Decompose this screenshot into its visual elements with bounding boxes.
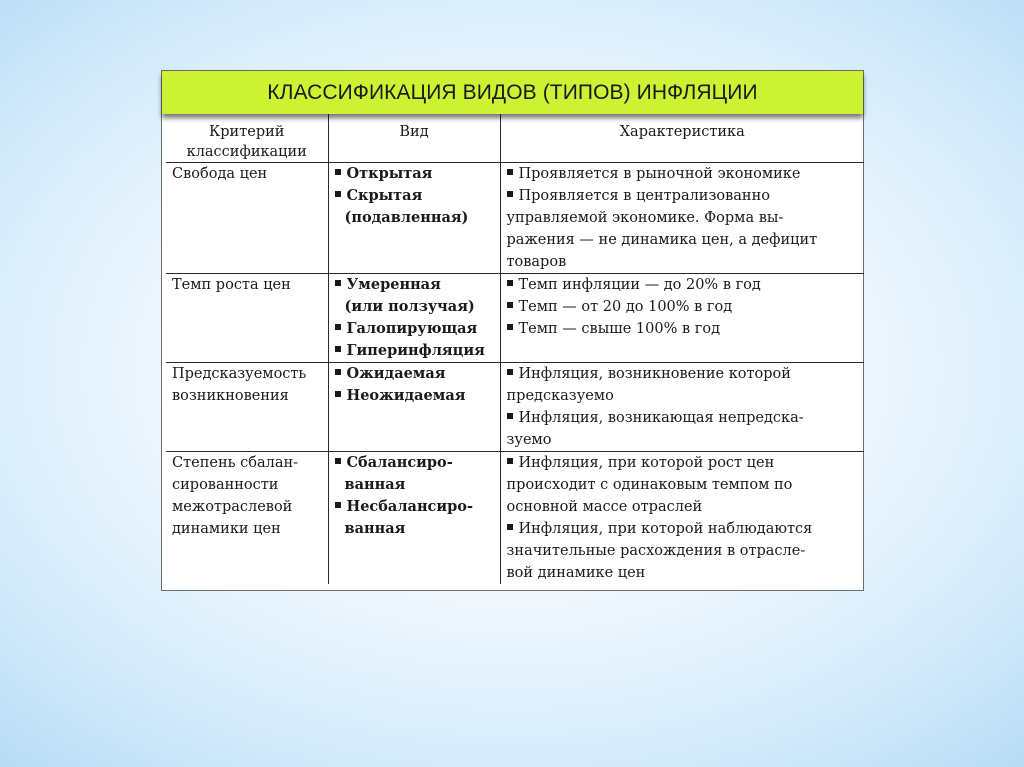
type-text: Умеренная <box>346 276 441 293</box>
type-line <box>335 207 494 229</box>
characteristic-text: основной массе отраслей <box>506 499 703 515</box>
characteristic-text: Темп — от 20 до 100% в год <box>518 299 733 315</box>
characteristic-line <box>507 429 859 451</box>
characteristic-line <box>507 496 859 518</box>
header-type <box>328 114 500 163</box>
characteristic-line <box>507 318 859 340</box>
characteristic-text: управляемой экономике. Форма вы- <box>506 210 784 226</box>
characteristic-text: Инфляция, при которой наблюдаются <box>518 521 813 537</box>
table-row <box>166 452 864 585</box>
criterion-text: возникновения <box>172 388 289 404</box>
type-line <box>335 185 494 207</box>
bullet-icon <box>335 391 341 397</box>
bullet-icon <box>335 324 341 330</box>
criterion-cell <box>166 452 328 585</box>
characteristic-text: товаров <box>506 254 567 270</box>
characteristic-cell <box>500 163 864 274</box>
characteristic-line <box>507 474 859 496</box>
characteristic-line <box>507 274 859 296</box>
characteristic-text: Темп инфляции — до 20% в год <box>518 277 761 293</box>
characteristic-text: значительные расхождения в отрасле- <box>506 543 806 559</box>
header-criterion-line: Критерий <box>209 124 285 140</box>
criterion-cell <box>166 363 328 452</box>
type-text: Неожидаемая <box>346 387 466 404</box>
criterion-text: Степень сбалан- <box>172 455 299 471</box>
table-row <box>166 163 864 274</box>
characteristic-line <box>507 385 859 407</box>
inflation-classification-table <box>166 114 864 584</box>
header-characteristic <box>500 114 864 163</box>
slide-title: КЛАССИФИКАЦИЯ ВИДОВ (ТИПОВ) ИНФЛЯЦИИ <box>267 80 758 104</box>
bullet-icon <box>335 458 341 464</box>
characteristic-text: Инфляция, при которой рост цен <box>518 455 775 471</box>
type-text: (или ползучая) <box>344 298 475 315</box>
characteristic-text: предсказуемо <box>506 388 614 404</box>
type-text: Галопирующая <box>346 320 478 337</box>
type-text: ванная <box>344 476 406 493</box>
criterion-text: Свобода цен <box>172 166 268 182</box>
type-cell <box>328 274 500 363</box>
characteristic-line <box>507 540 859 562</box>
characteristic-line <box>507 452 859 474</box>
type-line <box>335 452 494 474</box>
bullet-icon <box>335 280 341 286</box>
type-line <box>335 385 494 407</box>
type-line <box>335 496 494 518</box>
type-text: Гиперинфляция <box>346 342 485 359</box>
bullet-icon <box>335 369 341 375</box>
header-characteristic-label: Характеристика <box>619 124 745 140</box>
bullet-icon <box>507 524 513 530</box>
characteristic-line <box>507 518 859 540</box>
type-text: Несбалансиро- <box>346 498 473 515</box>
type-line <box>335 274 494 296</box>
type-line <box>335 518 494 540</box>
header-criterion <box>166 114 328 163</box>
bullet-icon <box>507 413 513 419</box>
type-text: ванная <box>344 520 406 537</box>
slide <box>161 70 864 591</box>
type-line <box>335 296 494 318</box>
criterion-cell <box>166 163 328 274</box>
characteristic-text: Темп — свыше 100% в год <box>518 321 720 337</box>
type-text: Открытая <box>346 165 433 182</box>
bullet-icon <box>507 280 513 286</box>
type-line <box>335 318 494 340</box>
characteristic-text: Проявляется в централизованно <box>518 188 770 204</box>
criterion-text: динамики цен <box>172 521 281 537</box>
characteristic-text: зуемо <box>506 432 552 448</box>
characteristic-cell <box>500 274 864 363</box>
characteristic-line <box>507 363 859 385</box>
bullet-icon <box>335 502 341 508</box>
table-row <box>166 274 864 363</box>
characteristic-line <box>507 296 859 318</box>
criterion-text: Темп роста цен <box>172 277 291 293</box>
characteristic-text: вой динамике цен <box>506 565 646 581</box>
type-text: Скрытая <box>346 187 423 204</box>
type-text: (подавленная) <box>344 209 469 226</box>
characteristic-text: Инфляция, возникающая непредска- <box>518 410 804 426</box>
header-type-label: Вид <box>399 124 429 140</box>
bullet-icon <box>507 169 513 175</box>
characteristic-line <box>507 407 859 429</box>
characteristic-line <box>507 185 859 207</box>
header-criterion-line: классификации <box>186 144 307 160</box>
bullet-icon <box>507 191 513 197</box>
bullet-icon <box>507 458 513 464</box>
bullet-icon <box>335 191 341 197</box>
type-cell <box>328 363 500 452</box>
type-text: Ожидаемая <box>346 365 446 382</box>
characteristic-line <box>507 207 859 229</box>
bullet-icon <box>507 369 513 375</box>
characteristic-cell <box>500 452 864 585</box>
type-line <box>335 163 494 185</box>
type-text: Сбалансиро- <box>346 454 453 471</box>
criterion-text: Предсказуемость <box>172 366 307 382</box>
bullet-icon <box>335 169 341 175</box>
characteristic-line <box>507 163 859 185</box>
characteristic-line <box>507 229 859 251</box>
characteristic-line <box>507 251 859 273</box>
criterion-text: межотраслевой <box>172 499 293 515</box>
bullet-icon <box>507 324 513 330</box>
characteristic-text: Проявляется в рыночной экономике <box>518 166 801 182</box>
type-cell <box>328 452 500 585</box>
characteristic-text: происходит с одинаковым темпом по <box>506 477 793 493</box>
criterion-cell <box>166 274 328 363</box>
characteristic-cell <box>500 363 864 452</box>
type-line <box>335 363 494 385</box>
bullet-icon <box>335 346 341 352</box>
characteristic-line <box>507 562 859 584</box>
type-line <box>335 340 494 362</box>
type-cell <box>328 163 500 274</box>
characteristic-text: ражения — не динамика цен, а дефицит <box>506 232 818 248</box>
characteristic-text: Инфляция, возникновение которой <box>518 366 791 382</box>
table-row <box>166 363 864 452</box>
criterion-text: сированности <box>172 477 279 493</box>
title-banner <box>162 71 863 114</box>
bullet-icon <box>507 302 513 308</box>
header-row <box>166 114 864 163</box>
type-line <box>335 474 494 496</box>
